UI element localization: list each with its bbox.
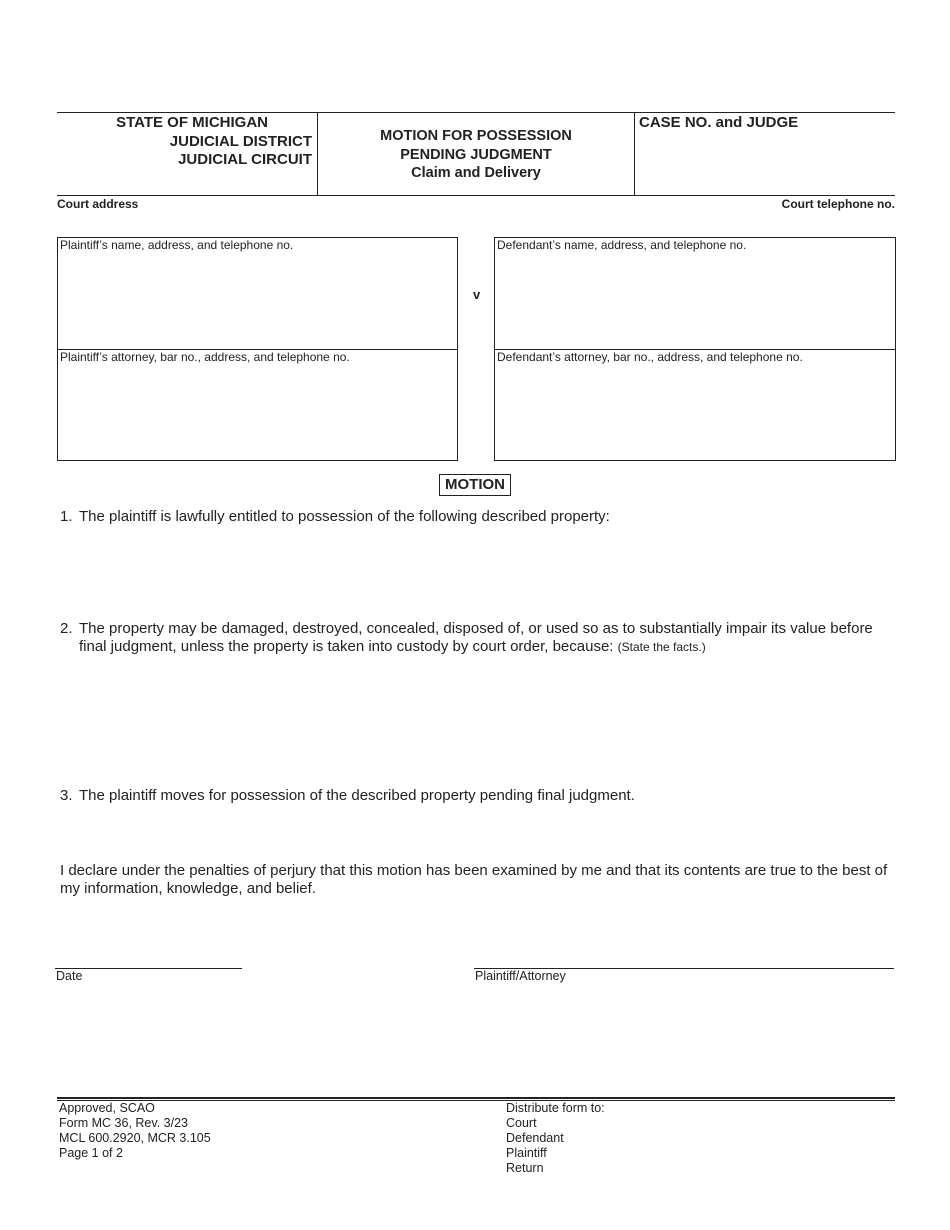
distribute-heading: Distribute form to: (506, 1101, 605, 1115)
date-line (55, 968, 242, 969)
motion-item-text: The plaintiff is lawfully entitled to possession of the following described property: (79, 508, 610, 525)
defendant-name-field[interactable] (497, 256, 893, 346)
motion-item-1 (60, 508, 896, 526)
court-telephone-label: Court telephone no. (781, 197, 895, 211)
court-jurisdiction (60, 114, 312, 170)
distribute-item: Return (506, 1161, 544, 1175)
court-address-label: Court address (57, 197, 139, 211)
state-facts-note: (State the facts.) (617, 640, 706, 654)
plaintiff-name-field[interactable] (60, 256, 455, 346)
motion-item-number: 1. (60, 508, 73, 525)
form-number-line: Form MC 36, Rev. 3/23 (59, 1116, 188, 1130)
judicial-district-label: JUDICIAL DISTRICT (169, 132, 312, 150)
footer-rule-thick (57, 1097, 895, 1099)
date-field[interactable] (55, 945, 242, 968)
motion-item-text: The property may be damaged, destroyed, concealed, disposed of, or used so as to substantially impair its value before final judgment, unless the property is taken into custody by court order, because: (79, 620, 873, 655)
judicial-circuit-label: JUDICIAL CIRCUIT (178, 151, 312, 168)
form-title-line3: Claim and Delivery (411, 165, 541, 181)
header-top-rule (57, 112, 895, 113)
property-description-field[interactable] (79, 530, 895, 615)
state-name: STATE OF MICHIGAN (116, 114, 268, 131)
motion-item-number: 3. (60, 787, 73, 804)
defendant-attorney-field[interactable] (497, 368, 893, 458)
motion-item-2 (60, 620, 896, 656)
signer-label: Plaintiff/Attorney (475, 969, 566, 983)
case-number-label: CASE NO. and JUDGE (639, 114, 799, 131)
versus-label: v (473, 287, 481, 302)
defendant-name-label: Defendant’s name, address, and telephone no. (497, 238, 747, 252)
distribute-item: Plaintiff (506, 1146, 547, 1160)
header-divider-right (634, 112, 635, 196)
date-label: Date (56, 969, 83, 983)
facts-field[interactable] (79, 660, 895, 780)
plaintiff-attorney-field[interactable] (60, 368, 455, 458)
signature-field[interactable] (474, 945, 894, 968)
motion-item-number: 2. (60, 620, 73, 637)
form-title (318, 127, 634, 183)
perjury-declaration: I declare under the penalties of perjury that this motion has been examined by me and that its contents are true to the best of my information, knowledge, and belief. (60, 862, 888, 897)
case-number-field[interactable] (636, 134, 894, 194)
header-bottom-rule (57, 195, 895, 196)
page-number-line: Page 1 of 2 (59, 1146, 123, 1160)
plaintiff-attorney-label: Plaintiff’s attorney, bar no., address, and telephone no. (60, 350, 350, 364)
approval-line: Approved, SCAO (59, 1101, 155, 1115)
motion-item-text: The plaintiff moves for possession of the described property pending final judgment. (79, 787, 635, 804)
motion-heading: MOTION (439, 474, 511, 496)
form-title-line1: MOTION FOR POSSESSION (380, 128, 572, 144)
plaintiff-box (57, 237, 458, 461)
form-title-line2: PENDING JUDGMENT (400, 146, 552, 163)
distribution-list (506, 1101, 605, 1176)
form-approval-info (59, 1101, 211, 1161)
distribute-item: Court (506, 1116, 537, 1130)
motion-item-3 (60, 787, 896, 805)
defendant-attorney-label: Defendant’s attorney, bar no., address, and telephone no. (497, 350, 803, 364)
plaintiff-name-label: Plaintiff’s name, address, and telephone no. (60, 238, 294, 252)
defendant-box (494, 237, 896, 461)
statute-line: MCL 600.2920, MCR 3.105 (59, 1131, 211, 1145)
distribute-item: Defendant (506, 1131, 564, 1145)
